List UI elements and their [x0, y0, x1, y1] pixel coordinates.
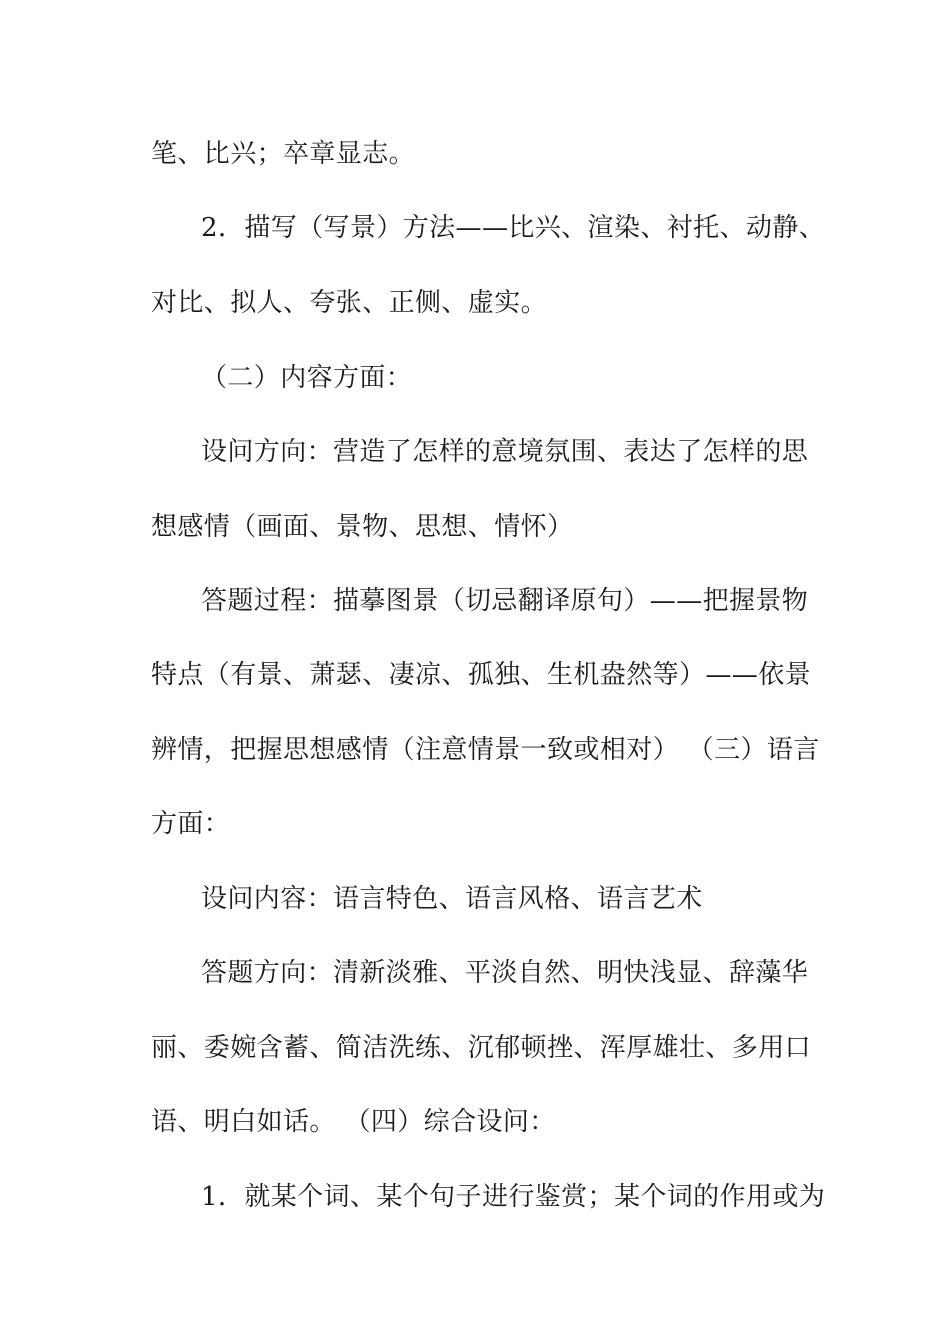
section-heading: （二）内容方面：	[201, 363, 413, 393]
text-line: 2．描写（写景）方法——比兴、渲染、衬托、动静、	[201, 213, 826, 243]
text-line: 方面：	[151, 809, 231, 839]
text-line: 丽、委婉含蓄、简洁洗练、沉郁顿挫、浑厚雄壮、多用口	[151, 1033, 812, 1063]
text-line: 想感情（画面、景物、思想、情怀）	[151, 512, 574, 542]
text-line: 笔、比兴；卒章显志。	[151, 139, 416, 169]
text-line: 设问内容：语言特色、语言风格、语言艺术	[201, 884, 703, 914]
text-line: 语、明白如话。 （四）综合设问：	[151, 1107, 556, 1137]
text-line: 答题过程：描摹图景（切忌翻译原句）——把握景物	[201, 586, 809, 616]
text-line: 1．就某个词、某个句子进行鉴赏；某个词的作用或为	[201, 1182, 826, 1212]
text-line: 设问方向：营造了怎样的意境氛围、表达了怎样的思	[201, 437, 809, 467]
text-line: 特点（有景、萧瑟、凄凉、孤独、生机盎然等）——依景	[151, 660, 812, 690]
text-line: 辨情，把握思想感情（注意情景一致或相对） （三）语言	[151, 735, 820, 765]
text-line: 答题方向：清新淡雅、平淡自然、明快浅显、辞藻华	[201, 958, 809, 988]
text-line: 对比、拟人、夸张、正侧、虚实。	[151, 288, 548, 318]
